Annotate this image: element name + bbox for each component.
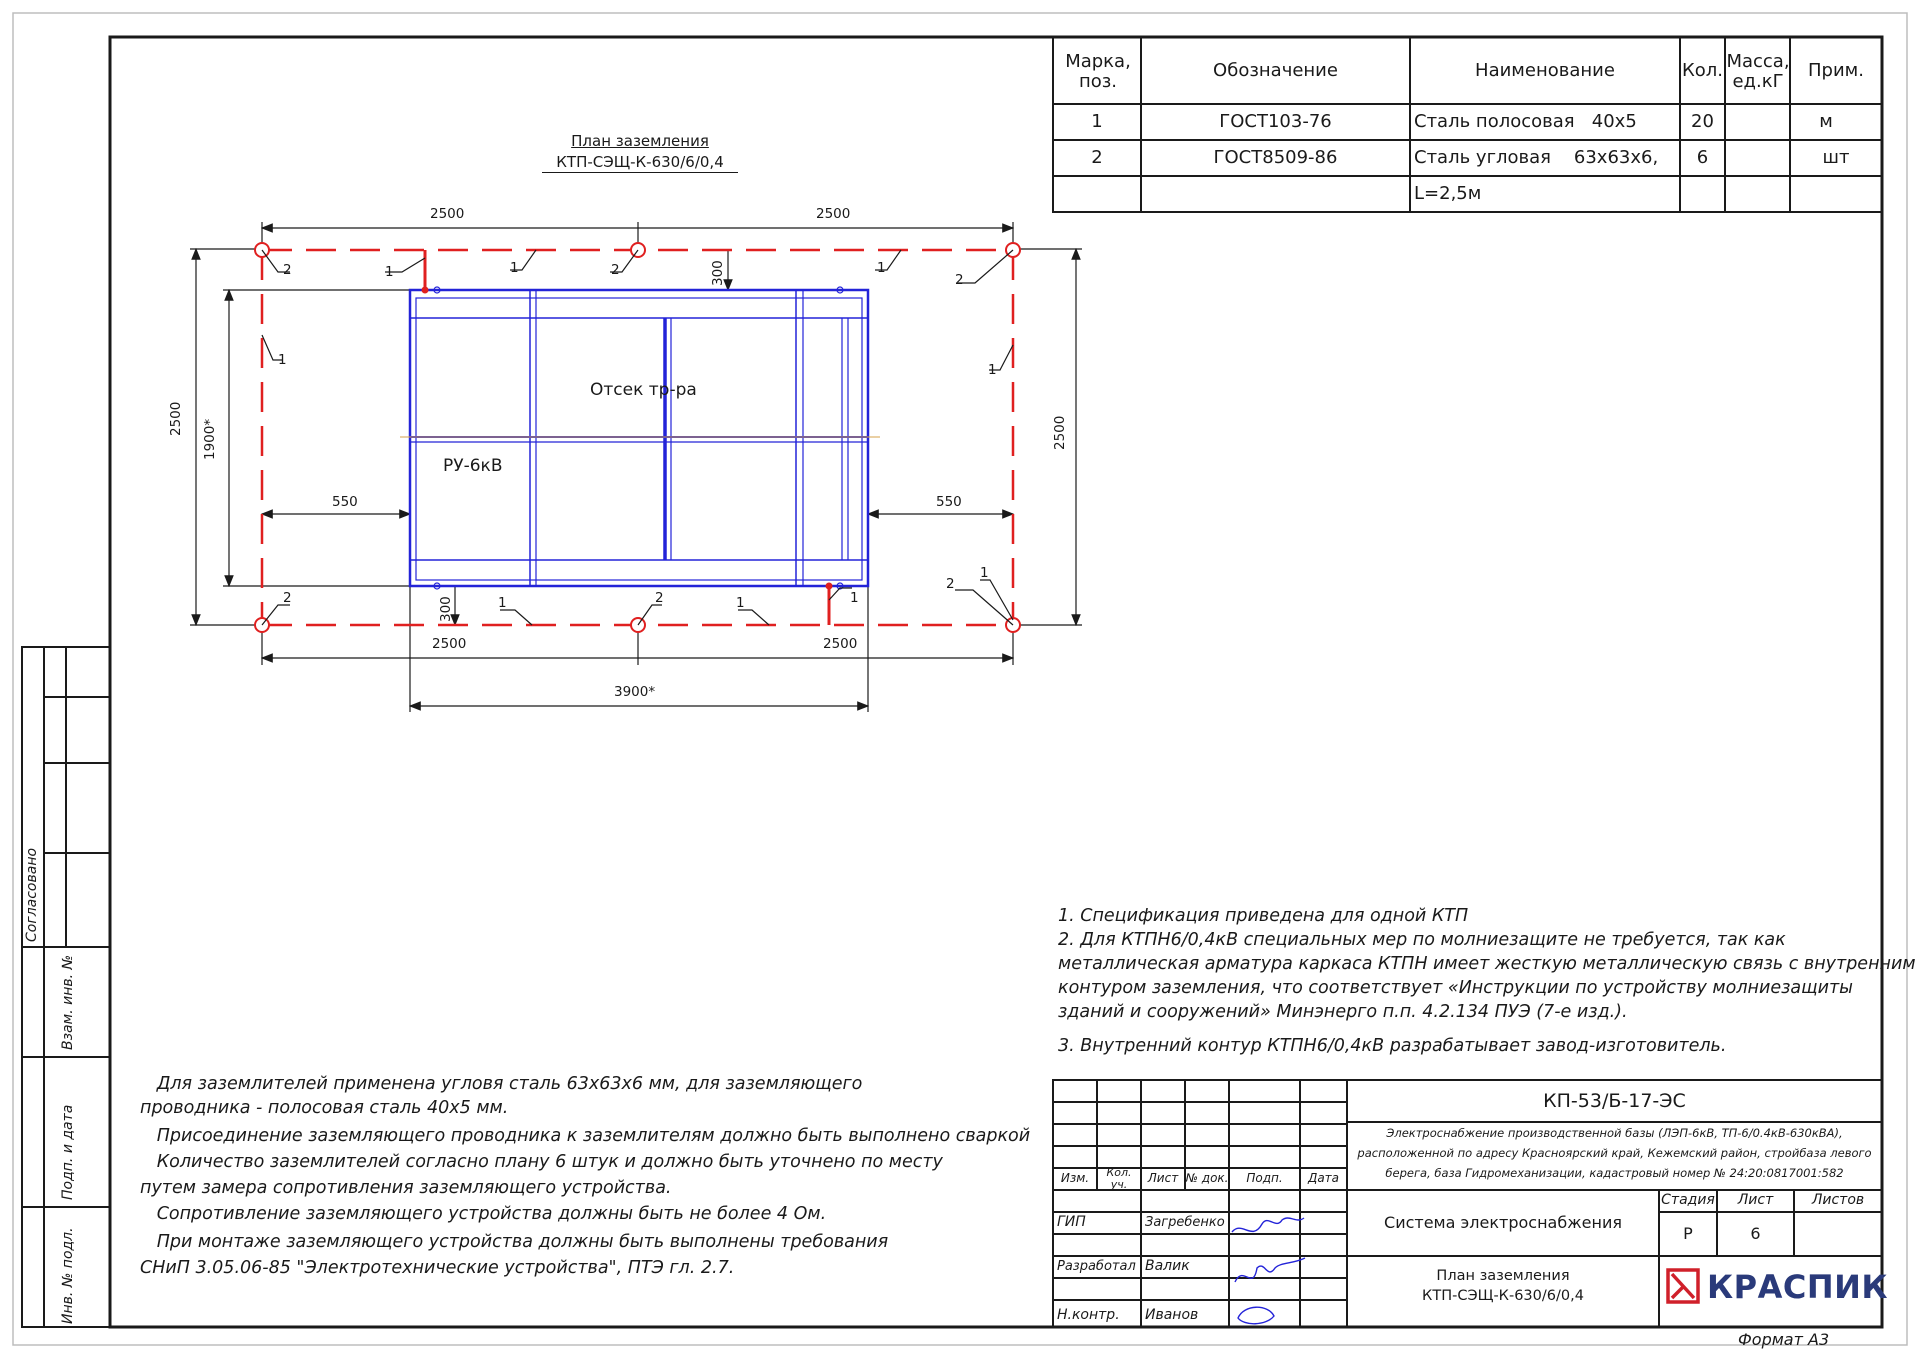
sheet-subtitle: КТП-СЭЩ-К-630/6/0,4 <box>1422 1288 1584 1304</box>
col-date: Дата <box>1307 1171 1340 1186</box>
spec-row-designation: ГОСТ103-76 <box>1219 111 1332 133</box>
role-developer: Разработал <box>1057 1258 1136 1274</box>
stamp-sign-date: Подп. и дата <box>60 1104 76 1200</box>
note-right: 3. Внутренний контур КТПН6/0,4кВ разрабатывает завод-изготовитель. <box>1058 1036 1727 1056</box>
spec-row-mark: 1 <box>1091 111 1103 133</box>
dim-left-inner: 1900* <box>202 418 218 460</box>
spec-header-mark: Марка, поз. <box>1065 51 1131 92</box>
dim-right-outer: 2500 <box>1052 415 1068 450</box>
dim-bottom-offset: 300 <box>438 596 454 622</box>
spec-row-mark: 2 <box>1091 147 1103 169</box>
spec-row-qty: 6 <box>1696 147 1709 169</box>
col-sign: Подп. <box>1246 1171 1283 1186</box>
dim-left-gap: 550 <box>332 494 358 510</box>
project-line: берега, база Гидромеханизации, кадастровый номер № 24:20:0817001:582 <box>1385 1166 1844 1180</box>
spec-header-mass: Масса, ед.кГ <box>1726 51 1790 92</box>
role-gip: ГИП <box>1057 1214 1086 1231</box>
callout-strip: 1 <box>385 264 394 280</box>
dim-bottom-right: 2500 <box>823 636 858 652</box>
sheets-label: Листов <box>1811 1192 1865 1209</box>
col-izm: Изм. <box>1060 1171 1090 1186</box>
callout-electrode: 2 <box>655 590 664 606</box>
dim-bottom-left: 2500 <box>432 636 467 652</box>
stamp-inv: Инв. № подл. <box>60 1227 76 1324</box>
role-normcontrol: Н.контр. <box>1057 1307 1120 1324</box>
callout-strip: 1 <box>736 595 745 611</box>
spec-row-name: Сталь полосовая 40х5 <box>1414 111 1637 133</box>
name-normcontrol: Иванов <box>1145 1307 1199 1324</box>
doc-code: КП-53/Б-17-ЭС <box>1543 1089 1686 1112</box>
callout-electrode: 2 <box>955 272 964 288</box>
name-gip: Загребенко <box>1145 1214 1225 1230</box>
drawing-subtitle: КТП-СЭЩ-К-630/6/0,4 <box>556 153 724 171</box>
kiosk-frame <box>410 287 868 589</box>
note-right: контуром заземления, что соответствует «Инструкции по устройству молниезащиты <box>1058 978 1853 998</box>
spec-row-name: Сталь угловая 63х63х6, <box>1414 147 1659 169</box>
note-right: металлическая арматура каркаса КТПН имеет жесткую металлическую связь с внутренним <box>1058 954 1916 974</box>
callout-strip: 1 <box>980 565 989 581</box>
sheet-title: План заземления <box>1436 1268 1570 1284</box>
callout-strip: 1 <box>850 590 859 606</box>
logo-mark <box>1668 1270 1698 1302</box>
note-right: 2. Для КТПН6/0,4кВ специальных мер по молниезащите не требуется, так как <box>1058 930 1786 950</box>
callout-electrode: 2 <box>283 262 292 278</box>
title-underline <box>542 172 738 173</box>
spec-row-note: м <box>1819 111 1833 133</box>
project-line: расположенной по адресу Красноярский край, Кежемский район, стройбаза левого <box>1357 1146 1872 1160</box>
spec-header-name: Наименование <box>1475 59 1615 81</box>
callout-electrode: 2 <box>283 590 292 606</box>
col-kol: Кол. уч. <box>1106 1165 1132 1191</box>
label-transformer: Отсек тр-ра <box>590 380 697 400</box>
company-logo: КРАСПИК <box>1707 1268 1889 1306</box>
note-left: Для заземлителей применена угловя сталь 63х63х6 мм, для заземляющего <box>140 1074 863 1094</box>
spec-header-qty: Кол. <box>1681 59 1724 81</box>
system-name: Система электроснабжения <box>1384 1213 1622 1233</box>
spec-header-designation: Обозначение <box>1213 59 1338 81</box>
note-left: путем замера сопротивления заземляющего устройства. <box>140 1178 672 1198</box>
stage-value: Р <box>1683 1224 1693 1244</box>
dim-overall-bottom: 3900* <box>614 684 656 700</box>
dim-left-outer: 2500 <box>168 401 184 436</box>
note-left: проводника - полосовая сталь 40х5 мм. <box>140 1098 509 1118</box>
spec-row-mass <box>1725 104 1790 140</box>
col-ndoc: № док. <box>1185 1171 1229 1186</box>
note-right: 1. Спецификация приведена для одной КТП <box>1058 906 1469 926</box>
sheets-value <box>1794 1212 1882 1256</box>
label-switchgear: РУ-6кВ <box>443 456 503 476</box>
note-left: При монтаже заземляющего устройства должны быть выполнены требования <box>140 1232 889 1252</box>
callout-strip: 1 <box>278 352 287 368</box>
stage-label: Стадия <box>1661 1192 1715 1209</box>
callout-strip: 1 <box>988 362 997 378</box>
spec-row-designation: ГОСТ8509-86 <box>1213 147 1338 169</box>
callout-electrode: 2 <box>946 576 955 592</box>
col-list: Лист <box>1147 1171 1179 1186</box>
sheet-value: 6 <box>1750 1224 1761 1244</box>
callout-strip: 1 <box>877 260 886 276</box>
note-left: Количество заземлителей согласно плану 6 штук и должно быть уточнено по месту <box>140 1152 943 1172</box>
spec-row-qty: 20 <box>1691 111 1714 133</box>
spec-row-mass <box>1725 140 1790 176</box>
format-label: Формат А3 <box>1738 1330 1830 1349</box>
callout-strip: 1 <box>498 595 507 611</box>
stamp-replace: Взам. инв. № <box>60 954 76 1050</box>
spec-row-name: L=2,5м <box>1414 183 1482 205</box>
sheet-label: Лист <box>1737 1192 1774 1209</box>
note-left: Сопротивление заземляющего устройства должны быть не более 4 Ом. <box>140 1204 827 1224</box>
callout-strip: 1 <box>510 260 519 276</box>
dim-top-left: 2500 <box>430 206 465 222</box>
dim-top-offset: 300 <box>710 260 726 286</box>
stamp-agreed: Согласовано <box>24 847 40 942</box>
grounding-plan <box>190 222 1082 712</box>
spec-row-note: шт <box>1822 147 1850 169</box>
drawing-title: План заземления <box>571 132 709 150</box>
note-left: СНиП 3.05.06-85 "Электротехнические устройства", ПТЭ гл. 2.7. <box>140 1258 735 1278</box>
dim-top-right: 2500 <box>816 206 851 222</box>
note-left: Присоединение заземляющего проводника к заземлителям должно быть выполнено сваркой <box>140 1126 1031 1146</box>
callout-electrode: 2 <box>611 262 620 278</box>
spec-header-note: Прим. <box>1808 59 1864 81</box>
dim-right-gap: 550 <box>936 494 962 510</box>
project-line: Электроснабжение производственной базы (ЛЭП-6кВ, ТП-6/0.4кВ-630кВА), <box>1386 1126 1843 1140</box>
note-right: зданий и сооружений» Минэнерго п.п. 4.2.134 ПУЭ (7-е изд.). <box>1058 1002 1628 1022</box>
name-developer: Валик <box>1145 1258 1190 1275</box>
